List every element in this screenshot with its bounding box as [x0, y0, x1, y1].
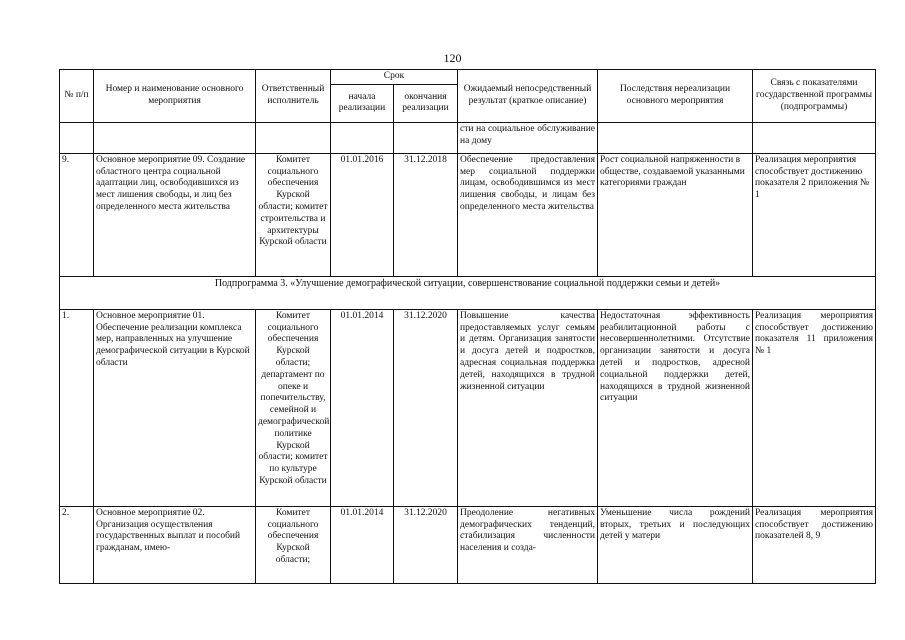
row-end: 31.12.2020	[394, 309, 458, 506]
row-result: Обеспечение предоставления мер социальной поддержки лицам, освободившимся из мест лишения свободы, и лицам без определенного места жительства	[458, 153, 598, 276]
row-consequences: Недостаточная эффективность реабилитационной работы с несовершеннолетними. Отсутствие организации занятости и досуга детей и подростков, адресной социальной поддержки детей, находящихся в трудной жизненной ситуации	[598, 309, 753, 506]
continuation-row	[60, 122, 876, 153]
row-responsible: Комитет социального обеспечения Курской области; комитет строительства и архитектуры Курской области	[256, 153, 331, 276]
row-link: Реализация мероприятия способствует достижению показателя 11 приложения № 1	[753, 309, 876, 506]
row-consequences: Рост социальной напряженности в обществе, создаваемой указанными категориями граждан	[598, 153, 753, 276]
row-link: Реализация мероприятия способствует достижению показателя 2 приложения № 1	[753, 153, 876, 276]
row-end: 31.12.2020	[394, 506, 458, 583]
header-start: начала реализации	[331, 84, 394, 122]
row-start: 01.01.2014	[331, 506, 394, 583]
row-end: 31.12.2018	[394, 153, 458, 276]
header-result: Ожидаемый непосредственный результат (краткое описание)	[458, 70, 598, 123]
row-name: Основное мероприятие 02. Организация осуществления государственных выплат и пособий гражданам, имею-	[94, 506, 256, 583]
header-responsible: Ответственный исполнитель	[256, 70, 331, 123]
header-term: Срок	[331, 70, 458, 85]
header-consequences: Последствия нереализации основного мероприятия	[598, 70, 753, 123]
page-number: 120	[443, 51, 462, 65]
row-consequences: Уменьшение числа рождений вторых, третьих и последующих детей у матери	[598, 506, 753, 583]
row-num: 2.	[60, 506, 94, 583]
header-num: № п/п	[60, 70, 94, 123]
row-responsible: Комитет социального обеспечения Курской области;	[256, 506, 331, 583]
table-row	[60, 153, 876, 276]
row-start: 01.01.2014	[331, 309, 394, 506]
table-row	[60, 309, 876, 506]
subprogram-title: Подпрограмма 3. «Улучшение демографической ситуации, совершенствование социальной поддержки семьи и детей»	[60, 276, 876, 309]
row-result: Повышение качества предоставляемых услуг семьям и детям. Организация занятости и досуга детей и подростков, адресная социальная поддержка детей, находящихся в трудной жизненной ситуации	[458, 309, 598, 506]
row-num: 1.	[60, 309, 94, 506]
header-name: Номер и наименование основного мероприятия	[94, 70, 256, 123]
header-end: окончания реализации	[394, 84, 458, 122]
header-link: Связь с показателями государственной программы (подпрограммы)	[753, 70, 876, 123]
row-name: Основное мероприятие 09. Создание областного центра социальной адаптации лиц, освободившихся из мест лишения свободы, и лиц без определенного места жительства	[94, 153, 256, 276]
row-link: Реализация мероприятия способствует достижению показателей 8, 9	[753, 506, 876, 583]
row-name: Основное мероприятие 01. Обеспечение реализации комплекса мер, направленных на улучшение демографической ситуации в Курской области	[94, 309, 256, 506]
row-responsible: Комитет социального обеспечения Курской области; департамент по опеке и попечительству, семейной и демографической политике Курской области; комитет по культуре Курской области	[256, 309, 331, 506]
continuation-result: сти на социальное обслуживание на дому	[458, 122, 598, 153]
table-row	[60, 506, 876, 583]
measures-table	[59, 69, 876, 584]
row-result: Преодоление негативных демографических тенденций, стабилизация численности населения и созда-	[458, 506, 598, 583]
row-start: 01.01.2016	[331, 153, 394, 276]
row-num: 9.	[60, 153, 94, 276]
subprogram-row	[60, 276, 876, 309]
